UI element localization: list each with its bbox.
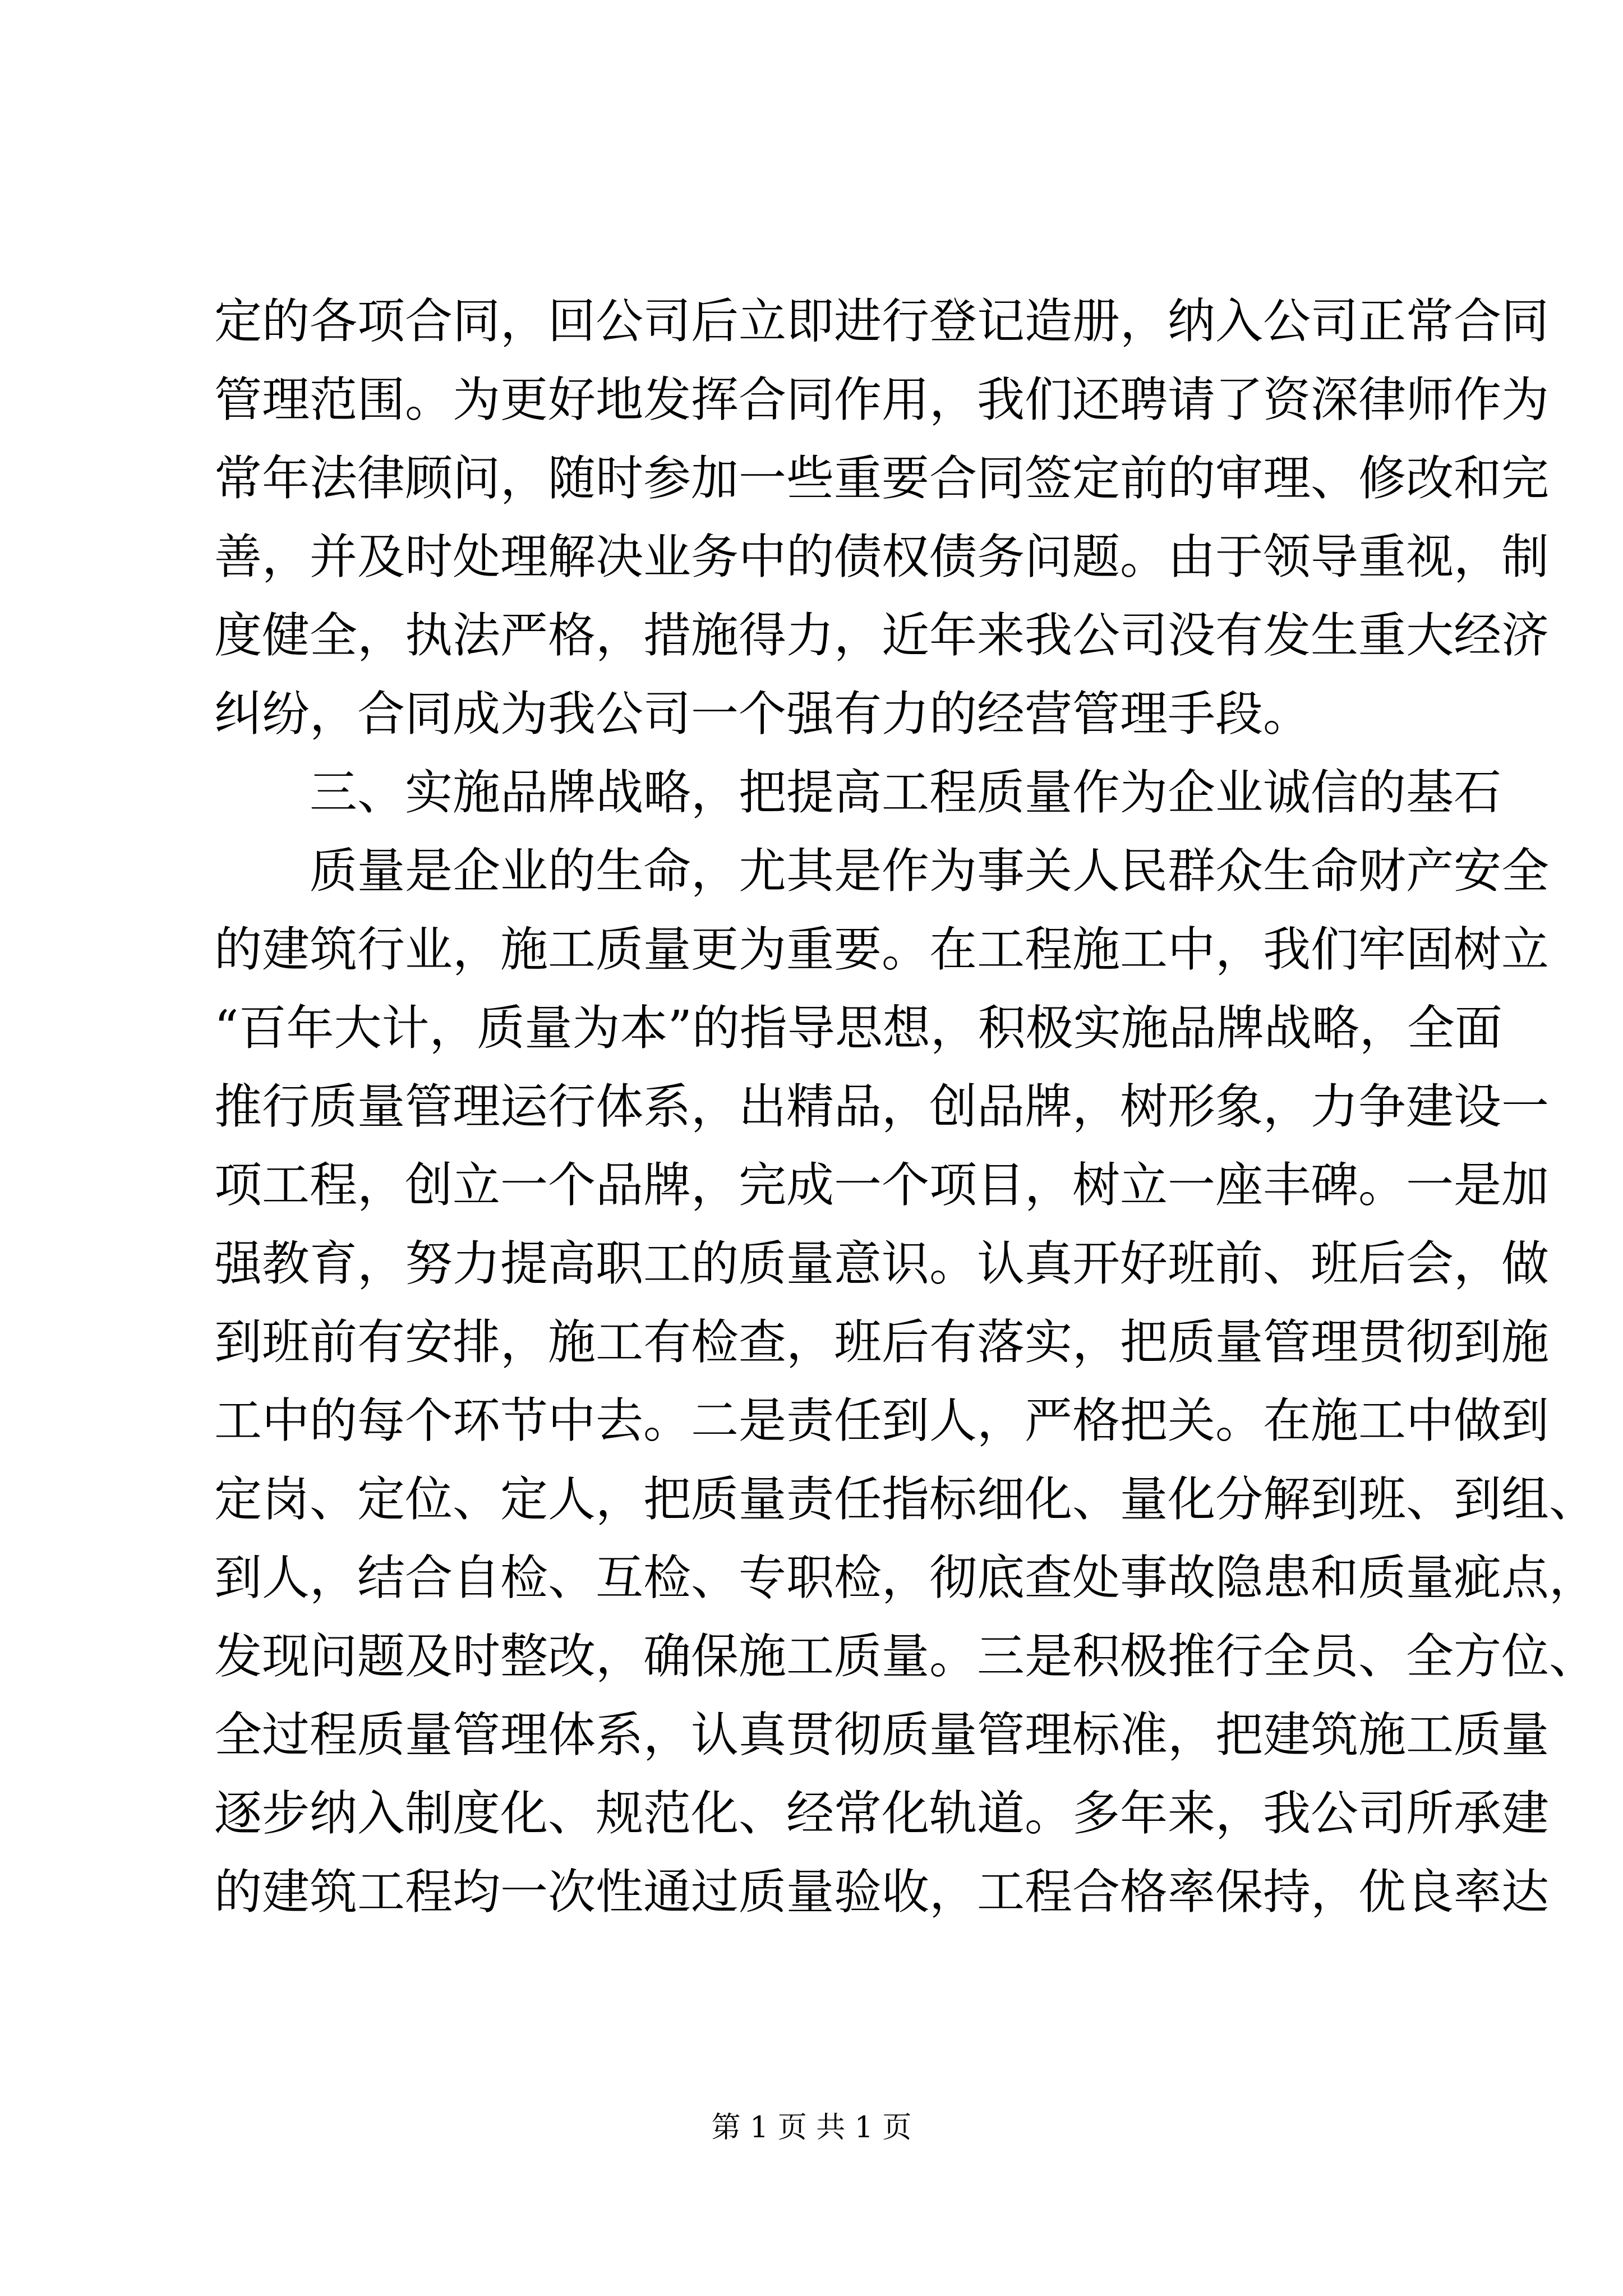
body-text-line: 的建筑工程均一次性通过质量验收，工程合格率保持，优良率达 [214, 1865, 1550, 1920]
body-text-line: 定的各项合同，回公司后立即进行登记造册，纳入公司正常合同 [214, 294, 1550, 349]
body-text-line: 的建筑行业，施工质量更为重要。在工程施工中，我们牢固树立 [214, 922, 1550, 978]
section-heading: 三、实施品牌战略，把提高工程质量作为企业诚信的基石 [310, 765, 1502, 821]
body-text-line: 到班前有安排，施工有检查，班后有落实，把质量管理贯彻到施 [214, 1315, 1550, 1370]
body-text-line: 常年法律顾问，随时参加一些重要合同签定前的审理、修改和完 [214, 451, 1550, 507]
body-text-line: 工中的每个环节中去。二是责任到人，严格把关。在施工中做到 [214, 1393, 1550, 1449]
body-text-line: 发现问题及时整改，确保施工质量。三是积极推行全员、全方位、 [214, 1629, 1597, 1685]
body-text-line: 推行质量管理运行体系，出精品，创品牌，树形象，力争建设一 [214, 1079, 1550, 1135]
body-text-line: 全过程质量管理体系，认真贯彻质量管理标准，把建筑施工质量 [214, 1708, 1550, 1763]
body-text-line: 逐步纳入制度化、规范化、经常化轨道。多年来，我公司所承建 [214, 1786, 1550, 1842]
body-text-line: 定岗、定位、定人，把质量责任指标细化、量化分解到班、到组、 [214, 1472, 1597, 1527]
body-text-line: 质量是企业的生命，尤其是作为事关人民群众生命财产安全 [310, 844, 1550, 899]
body-text-line: 度健全，执法严格，措施得力，近年来我公司没有发生重大经济 [214, 608, 1550, 664]
body-text-line: “百年大计，质量为本”的指导思想，积极实施品牌战略，全面 [214, 1001, 1502, 1056]
page-number-footer: 第 1 页 共 1 页 [711, 2111, 912, 2145]
body-text-line: 项工程，创立一个品牌，完成一个项目，树立一座丰碑。一是加 [214, 1158, 1550, 1213]
body-text-line: 到人，结合自检、互检、专职检，彻底查处事故隐患和质量疵点， [214, 1550, 1597, 1606]
body-text-line: 强教育，努力提高职工的质量意识。认真开好班前、班后会，做 [214, 1236, 1550, 1292]
body-text-line: 善，并及时处理解决业务中的债权债务问题。由于领导重视，制 [214, 530, 1550, 585]
body-text-line: 纠纷，合同成为我公司一个强有力的经营管理手段。 [214, 687, 1311, 742]
body-text-line: 管理范围。为更好地发挥合同作用，我们还聘请了资深律师作为 [214, 372, 1550, 428]
